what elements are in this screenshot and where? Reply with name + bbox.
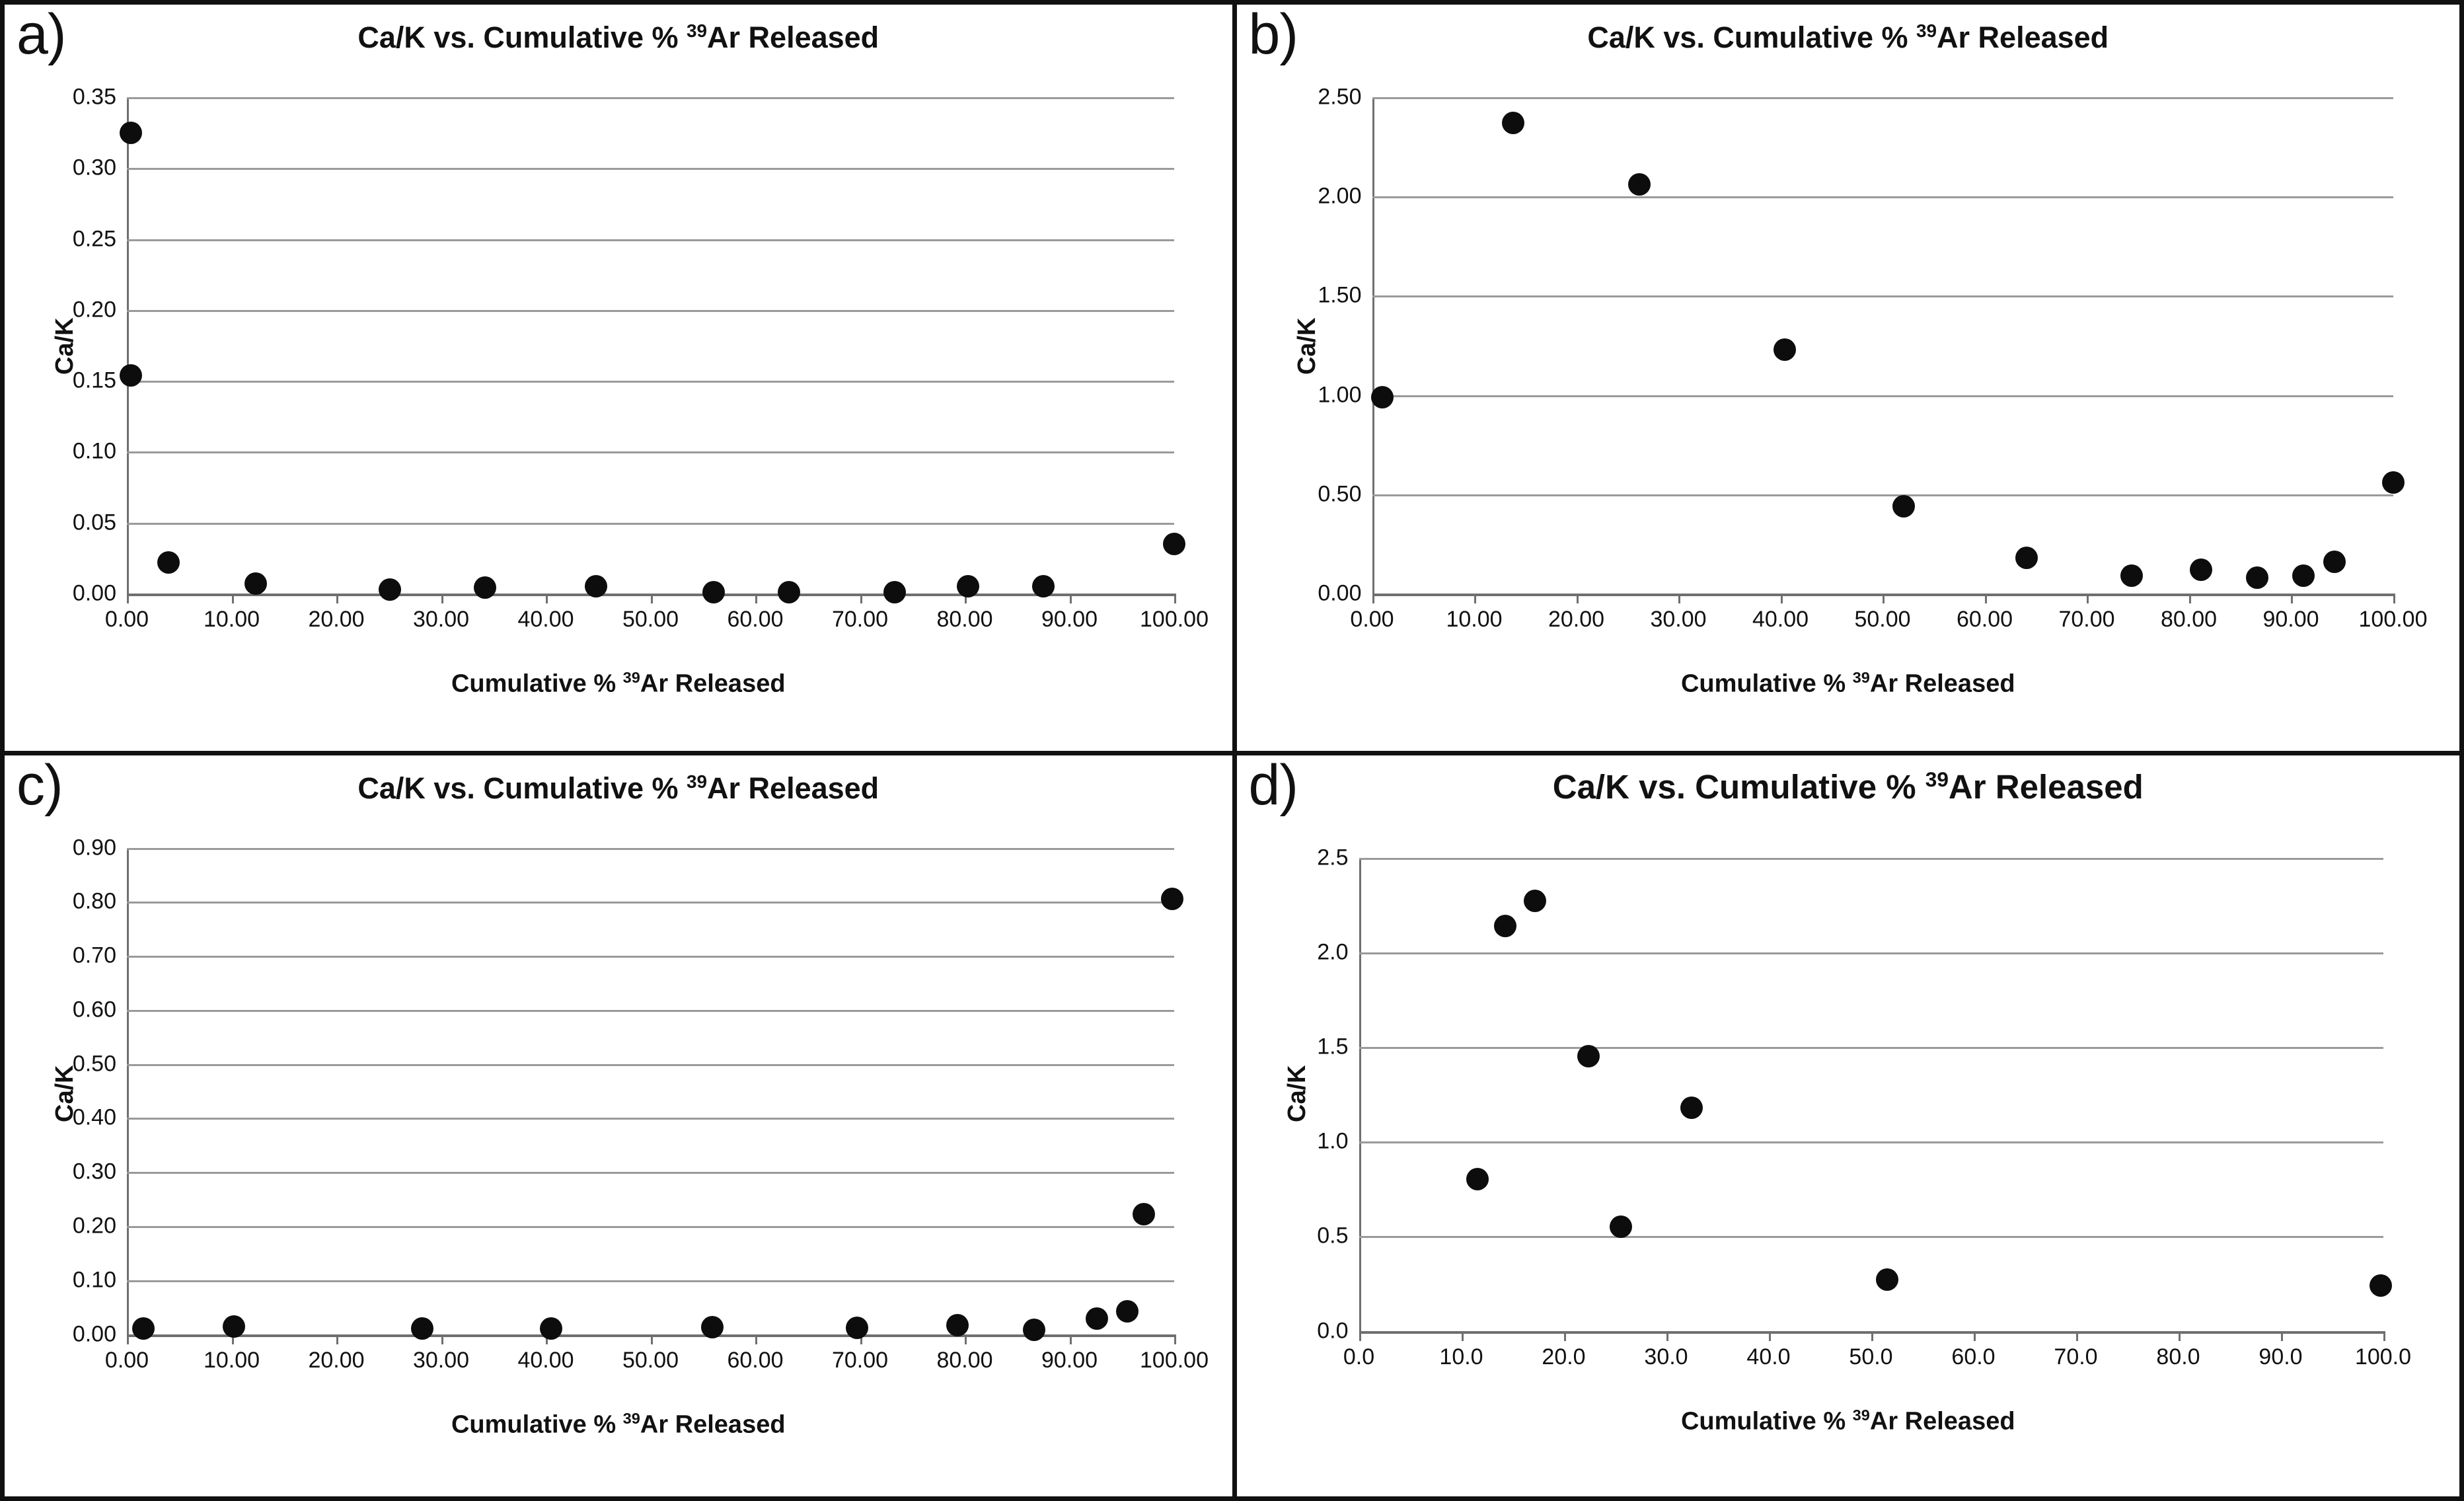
y-tick-label: 0.00 [1318, 580, 1362, 606]
data-point [701, 1316, 724, 1338]
x-tick-label: 100.00 [1140, 607, 1209, 632]
x-tick-mark [1883, 594, 1885, 603]
data-point [1133, 1203, 1155, 1225]
y-tick-label: 0.30 [72, 155, 116, 180]
y-tick-label: 0.20 [72, 1213, 116, 1239]
panel-title-b-suffix: Ar Released [1937, 20, 2109, 54]
gridline [127, 1118, 1174, 1120]
x-tick-label: 50.00 [622, 607, 679, 632]
panel-title-a [5, 20, 1232, 55]
gridline [127, 523, 1174, 525]
panel-title-b-sup: 39 [1916, 20, 1937, 41]
y-axis-title-d: Ca/K [1283, 1064, 1311, 1122]
x-tick-mark [2179, 1331, 2181, 1341]
x-tick-label: 90.0 [2259, 1344, 2303, 1369]
gridline [127, 451, 1174, 453]
y-tick-label: 1.0 [1317, 1128, 1349, 1154]
x-tick-label: 60.0 [1951, 1344, 1996, 1369]
x-axis-title-b-prefix: Cumulative % [1680, 670, 1853, 698]
x-tick-label: 40.0 [1746, 1344, 1791, 1369]
x-tick-label: 90.00 [1041, 607, 1098, 632]
x-tick-label: 0.00 [104, 1347, 149, 1373]
data-point [2292, 564, 2315, 587]
x-tick-mark [232, 594, 234, 603]
panel-title-d [1237, 767, 2460, 806]
x-tick-label: 50.00 [1854, 607, 1911, 632]
data-point [946, 1314, 969, 1336]
x-tick-mark [441, 1334, 443, 1344]
y-tick-label: 1.50 [1318, 282, 1362, 308]
panel-letter-d: d) [1248, 753, 1298, 817]
data-point [883, 581, 906, 603]
gridline [1359, 1047, 2383, 1049]
x-tick-mark [1174, 594, 1176, 603]
x-tick-label: 10.00 [1446, 607, 1503, 632]
panel-letter-b: b) [1248, 5, 1298, 66]
data-point [778, 581, 800, 603]
x-axis-title-d-prefix: Cumulative % [1680, 1407, 1853, 1436]
data-point [120, 122, 142, 144]
data-point [120, 364, 142, 387]
y-tick-label: 0.70 [72, 943, 116, 968]
plot-area-d [1317, 845, 2412, 1369]
data-point [2370, 1274, 2392, 1297]
y-tick-label: 0.5 [1317, 1223, 1349, 1249]
data-point [1032, 575, 1055, 597]
plot-area-b [1318, 84, 2428, 632]
data-point [1161, 888, 1183, 910]
panel-title-c-prefix: Ca/K vs. Cumulative % [357, 771, 687, 805]
x-tick-label: 90.00 [2262, 607, 2319, 632]
x-tick-mark [1577, 594, 1579, 603]
x-tick-label: 60.00 [1956, 607, 2013, 632]
x-tick-mark [1462, 1331, 1464, 1341]
gridline [1359, 952, 2383, 954]
plot-area-c [72, 835, 1209, 1373]
x-axis-title-a-suffix: Ar Released [640, 670, 786, 698]
y-tick-label: 0.05 [72, 510, 116, 535]
x-tick-mark [1985, 594, 1987, 603]
gridline [127, 1226, 1174, 1228]
data-point [1494, 915, 1516, 937]
x-tick-label: 70.00 [2058, 607, 2115, 632]
y-tick-label: 0.30 [72, 1159, 116, 1184]
x-axis-title-a-prefix: Cumulative % [451, 670, 623, 698]
x-tick-label: 20.00 [308, 607, 365, 632]
x-tick-mark [2281, 1331, 2283, 1341]
x-tick-label: 100.00 [1140, 1347, 1209, 1373]
gridline [1359, 1236, 2383, 1238]
gridline [127, 1064, 1174, 1066]
y-tick-label: 2.50 [1318, 84, 1362, 110]
x-tick-label: 60.00 [727, 1347, 784, 1373]
x-axis-title-b-suffix: Ar Released [1869, 670, 2015, 698]
x-tick-mark [1070, 1334, 1072, 1344]
data-point [223, 1315, 245, 1338]
data-point [540, 1317, 562, 1340]
y-tick-label: 0.0 [1317, 1318, 1349, 1343]
y-tick-label: 0.10 [72, 438, 116, 464]
panel-d [1232, 751, 2460, 1497]
data-point [702, 581, 725, 603]
data-point [1524, 890, 1546, 912]
panel-title-c-suffix: Ar Released [707, 771, 879, 805]
x-tick-mark [1174, 1334, 1176, 1344]
y-tick-label: 0.25 [72, 226, 116, 252]
y-tick-label: 0.50 [1318, 481, 1362, 507]
panel-b [1232, 5, 2460, 751]
y-tick-label: 0.15 [72, 367, 116, 393]
x-tick-label: 30.00 [412, 607, 470, 632]
x-tick-label: 0.00 [104, 607, 149, 632]
data-point [1610, 1215, 1632, 1238]
x-tick-label: 50.0 [1849, 1344, 1893, 1369]
y-tick-label: 0.10 [72, 1267, 116, 1293]
x-tick-mark [755, 594, 757, 603]
x-axis-title-c-prefix: Cumulative % [451, 1410, 623, 1439]
gridline [127, 1280, 1174, 1282]
data-point [1502, 112, 1524, 134]
x-tick-label: 70.00 [831, 1347, 889, 1373]
x-tick-mark [336, 1334, 338, 1344]
gridline [127, 1010, 1174, 1012]
y-axis-title-a: Ca/K [51, 317, 79, 375]
panel-title-a-prefix: Ca/K vs. Cumulative % [357, 20, 687, 54]
x-axis-title-d-sup: 39 [1852, 1406, 1870, 1424]
x-tick-mark [2383, 1331, 2385, 1341]
data-point [1023, 1319, 1045, 1341]
data-point [2015, 547, 2038, 569]
x-tick-mark [1474, 594, 1476, 603]
data-point [2190, 558, 2212, 581]
x-tick-mark [651, 1334, 653, 1344]
panel-title-a-suffix: Ar Released [707, 20, 879, 54]
x-tick-mark [1781, 594, 1783, 603]
data-point [1116, 1300, 1139, 1323]
x-tick-mark [1678, 594, 1680, 603]
x-axis-title-d-suffix: Ar Released [1869, 1407, 2015, 1436]
y-tick-label: 0.60 [72, 997, 116, 1022]
data-point [1371, 386, 1394, 408]
plot-area-a [72, 84, 1209, 632]
gridline [127, 239, 1174, 241]
y-tick-label: 0.00 [72, 580, 116, 606]
x-tick-label: 70.00 [831, 607, 889, 632]
x-axis-title-b-sup: 39 [1852, 669, 1870, 686]
x-tick-mark [1359, 1331, 1361, 1341]
y-tick-label: 1.5 [1317, 1034, 1349, 1059]
x-tick-label: 60.00 [727, 607, 784, 632]
x-tick-label: 100.0 [2354, 1344, 2412, 1369]
data-point [1680, 1097, 1703, 1119]
data-point [585, 575, 607, 597]
x-tick-mark [860, 594, 862, 603]
gridline [1372, 395, 2393, 397]
gridline [1359, 858, 2383, 860]
x-tick-label: 80.0 [2156, 1344, 2200, 1369]
x-tick-label: 100.00 [2358, 607, 2428, 632]
panel-letter-c: c) [17, 753, 63, 817]
x-tick-label: 20.00 [308, 1347, 365, 1373]
data-point [244, 572, 267, 595]
x-tick-mark [1666, 1331, 1668, 1341]
x-tick-mark [1769, 1331, 1771, 1341]
data-point [411, 1317, 433, 1340]
x-tick-mark [1372, 594, 1374, 603]
gridline [127, 97, 1174, 99]
x-tick-mark [2076, 1331, 2078, 1341]
data-point [1773, 338, 1796, 361]
x-tick-label: 40.00 [517, 607, 574, 632]
data-point [2323, 551, 2346, 573]
x-tick-label: 80.00 [2160, 607, 2218, 632]
data-point [2246, 566, 2268, 589]
x-tick-label: 80.00 [936, 607, 993, 632]
gridline [1372, 196, 2393, 198]
gridline [1372, 295, 2393, 297]
y-tick-label: 0.50 [72, 1051, 116, 1077]
y-tick-label: 0.20 [72, 297, 116, 323]
data-point [157, 551, 180, 574]
x-tick-mark [127, 1334, 129, 1344]
panel-title-d-prefix: Ca/K vs. Cumulative % [1552, 767, 1925, 806]
data-point [1466, 1168, 1489, 1190]
y-tick-label: 1.00 [1318, 382, 1362, 408]
x-tick-mark [546, 594, 548, 603]
data-point [846, 1317, 868, 1339]
data-point [957, 575, 979, 597]
gridline [127, 168, 1174, 170]
panel-title-b [1237, 20, 2460, 55]
panel-title-d-suffix: Ar Released [1948, 767, 2144, 806]
x-tick-label: 10.00 [203, 607, 260, 632]
y-axis-title-b: Ca/K [1292, 317, 1321, 375]
data-point [379, 578, 401, 601]
data-point [1163, 533, 1185, 555]
x-axis-title-a [5, 669, 1232, 699]
y-tick-label: 2.0 [1317, 939, 1349, 965]
y-tick-label: 2.5 [1317, 845, 1349, 870]
panel-c [5, 751, 1232, 1497]
y-axis-title-c: Ca/K [51, 1064, 79, 1122]
x-tick-mark [1070, 594, 1072, 603]
x-axis-title-c [5, 1410, 1232, 1440]
x-tick-label: 0.0 [1343, 1344, 1375, 1369]
data-point [2120, 564, 2143, 587]
x-tick-mark [336, 594, 338, 603]
panel-letter-a: a) [17, 5, 66, 66]
gridline [127, 956, 1174, 958]
panel-a [5, 5, 1232, 751]
x-tick-mark [965, 1334, 967, 1344]
x-tick-mark [441, 594, 443, 603]
x-axis-title-a-sup: 39 [622, 669, 640, 686]
x-tick-label: 90.00 [1041, 1347, 1098, 1373]
x-tick-label: 30.00 [1650, 607, 1707, 632]
y-tick-label: 0.00 [72, 1321, 116, 1346]
x-tick-mark [1871, 1331, 1873, 1341]
x-tick-label: 30.0 [1644, 1344, 1688, 1369]
y-tick-label: 0.40 [72, 1104, 116, 1130]
gridline [127, 848, 1174, 850]
gridline [127, 310, 1174, 312]
gridline [127, 902, 1174, 904]
x-axis-title-c-suffix: Ar Released [640, 1410, 786, 1439]
gridline [127, 381, 1174, 383]
x-tick-mark [2393, 594, 2395, 603]
x-tick-mark [2291, 594, 2293, 603]
x-tick-mark [127, 594, 129, 603]
x-tick-label: 10.00 [203, 1347, 260, 1373]
y-tick-label: 2.00 [1318, 183, 1362, 209]
data-point [2382, 471, 2405, 494]
data-point [1892, 495, 1915, 518]
y-tick-label: 0.80 [72, 888, 116, 914]
x-axis-title-d [1237, 1406, 2460, 1436]
data-point [1628, 173, 1651, 196]
x-tick-mark [2189, 594, 2191, 603]
x-tick-label: 20.00 [1548, 607, 1605, 632]
data-point [1876, 1268, 1898, 1291]
gridline [127, 1172, 1174, 1174]
x-tick-label: 80.00 [936, 1347, 993, 1373]
x-tick-label: 70.0 [2054, 1344, 2098, 1369]
x-tick-mark [2087, 594, 2089, 603]
data-point [1577, 1045, 1600, 1067]
y-tick-label: 0.90 [72, 835, 116, 860]
data-point [1086, 1307, 1108, 1330]
y-tick-label: 0.35 [72, 84, 116, 110]
x-tick-label: 20.0 [1542, 1344, 1586, 1369]
x-axis-title-b [1237, 669, 2460, 699]
x-axis-title-c-sup: 39 [622, 1409, 640, 1427]
x-tick-mark [651, 594, 653, 603]
gridline [1372, 97, 2393, 99]
x-tick-label: 30.00 [412, 1347, 470, 1373]
panel-title-b-prefix: Ca/K vs. Cumulative % [1587, 20, 1916, 54]
data-point [132, 1317, 155, 1340]
x-tick-mark [1564, 1331, 1566, 1341]
gridline [1372, 494, 2393, 496]
x-tick-label: 40.00 [517, 1347, 574, 1373]
panel-title-c [5, 771, 1232, 806]
x-tick-label: 10.0 [1439, 1344, 1483, 1369]
gridline [1359, 1141, 2383, 1143]
x-tick-label: 50.00 [622, 1347, 679, 1373]
panel-title-a-sup: 39 [687, 20, 708, 41]
panel-title-c-sup: 39 [687, 771, 708, 792]
panel-title-d-sup: 39 [1925, 767, 1949, 791]
x-tick-mark [1974, 1331, 1976, 1341]
x-tick-mark [755, 1334, 757, 1344]
x-tick-label: 0.00 [1350, 607, 1394, 632]
x-tick-label: 40.00 [1752, 607, 1809, 632]
data-point [474, 576, 496, 599]
